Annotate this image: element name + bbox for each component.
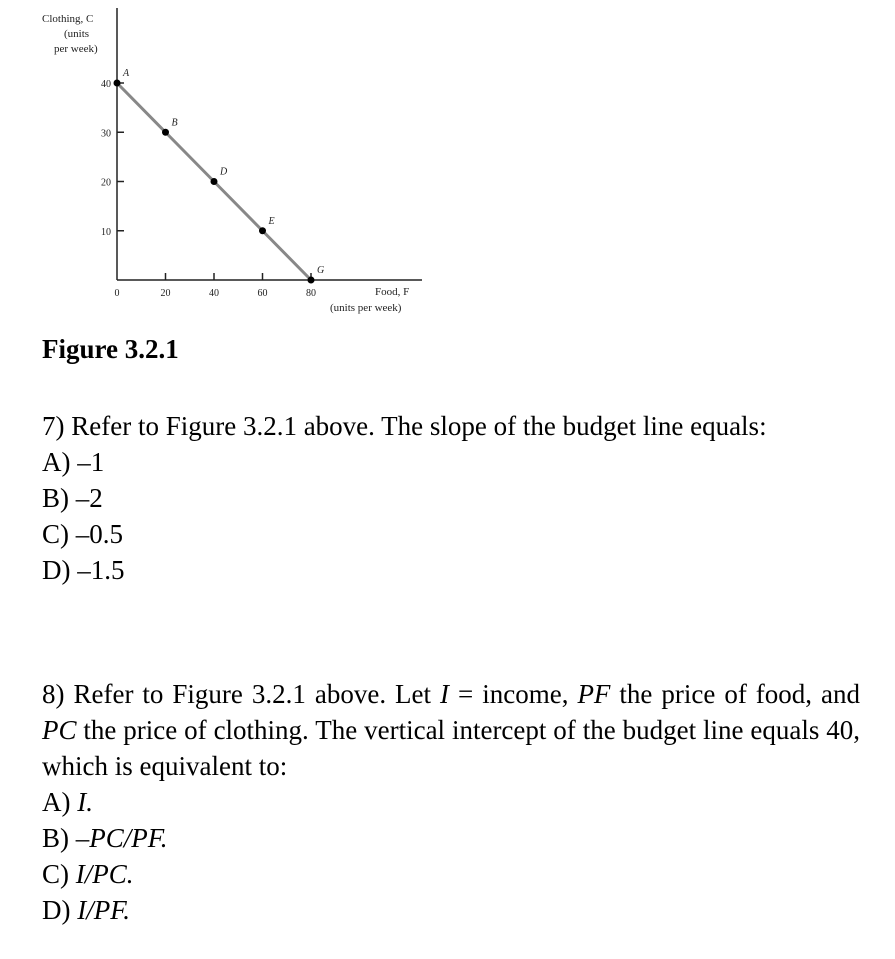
question-8-stem xyxy=(42,676,860,784)
y-ticks xyxy=(101,79,124,238)
point-B xyxy=(162,129,169,136)
x-ticks xyxy=(115,273,317,299)
x-tick-label-20: 20 xyxy=(160,288,171,299)
q8-var-income: I xyxy=(440,679,450,709)
x-axis-label-line-1: Food, F xyxy=(375,286,410,298)
point-A xyxy=(114,80,121,87)
option-text: I/PF. xyxy=(77,895,130,925)
point-label-A: A xyxy=(123,68,130,79)
point-label-D: D xyxy=(220,166,228,178)
y-tick-label-40: 40 xyxy=(101,79,111,90)
y-tick-label-30: 30 xyxy=(101,128,111,140)
question-8-option-d xyxy=(42,892,860,928)
option-letter: D) xyxy=(42,895,78,925)
q8-stem-text-3: the price of food, and xyxy=(610,679,861,709)
option-letter: A) xyxy=(42,787,78,817)
question-8-option-a xyxy=(42,784,860,820)
question-7-stem: 7) Refer to Figure 3.2.1 above. The slope of the budget line equals: xyxy=(42,411,767,441)
option-letter: C) xyxy=(42,859,76,889)
q8-var-price-food: PF xyxy=(577,679,611,709)
question-7 xyxy=(42,408,860,588)
point-E xyxy=(259,227,266,234)
question-7-option-a: A) –1 xyxy=(42,447,105,477)
option-text: –PC/PF. xyxy=(75,823,168,853)
question-7-option-c: C) –0.5 xyxy=(42,519,123,549)
y-axis-label-line-1: Clothing, C xyxy=(42,13,94,25)
x-tick-label-40: 40 xyxy=(209,288,219,299)
y-axis-label-line-2: (units xyxy=(64,28,90,40)
x-tick-label-80: 80 xyxy=(306,288,316,299)
question-7-option-d: D) –1.5 xyxy=(42,555,125,585)
option-text: I. xyxy=(77,787,93,817)
x-axis-label xyxy=(330,286,409,314)
point-D xyxy=(211,178,218,185)
question-7-option-b: B) –2 xyxy=(42,483,103,513)
x-tick-label-0: 0 xyxy=(114,288,120,299)
y-tick-label-10: 10 xyxy=(101,226,111,238)
chart-points xyxy=(114,68,325,284)
point-G xyxy=(308,277,315,284)
q8-stem-text-2: = income, xyxy=(449,679,578,709)
q8-stem-text-1: 8) Refer to Figure 3.2.1 above. Let xyxy=(42,679,441,709)
y-axis-label-line-3: per week) xyxy=(54,43,98,55)
q8-stem-text-4: the price of clothing. The vertical intercept of the budget line equals 40, which is equivalent to: xyxy=(42,715,860,781)
budget-line-chart xyxy=(0,0,440,325)
x-axis-label-line-2: (units per week) xyxy=(330,302,402,314)
figure-caption: Figure 3.2.1 xyxy=(42,334,179,364)
option-text: I/PC. xyxy=(75,859,134,889)
question-8-option-b xyxy=(42,820,860,856)
question-8 xyxy=(42,676,860,928)
point-label-B: B xyxy=(171,117,178,129)
point-label-G: G xyxy=(317,265,325,276)
q8-var-price-clothing: PC xyxy=(42,715,77,745)
x-tick-label-60: 60 xyxy=(257,288,268,299)
question-8-option-c xyxy=(42,856,860,892)
y-axis-label xyxy=(42,13,98,55)
y-tick-label-20: 20 xyxy=(101,177,111,189)
option-letter: B) xyxy=(42,823,76,853)
point-label-E: E xyxy=(268,215,275,227)
